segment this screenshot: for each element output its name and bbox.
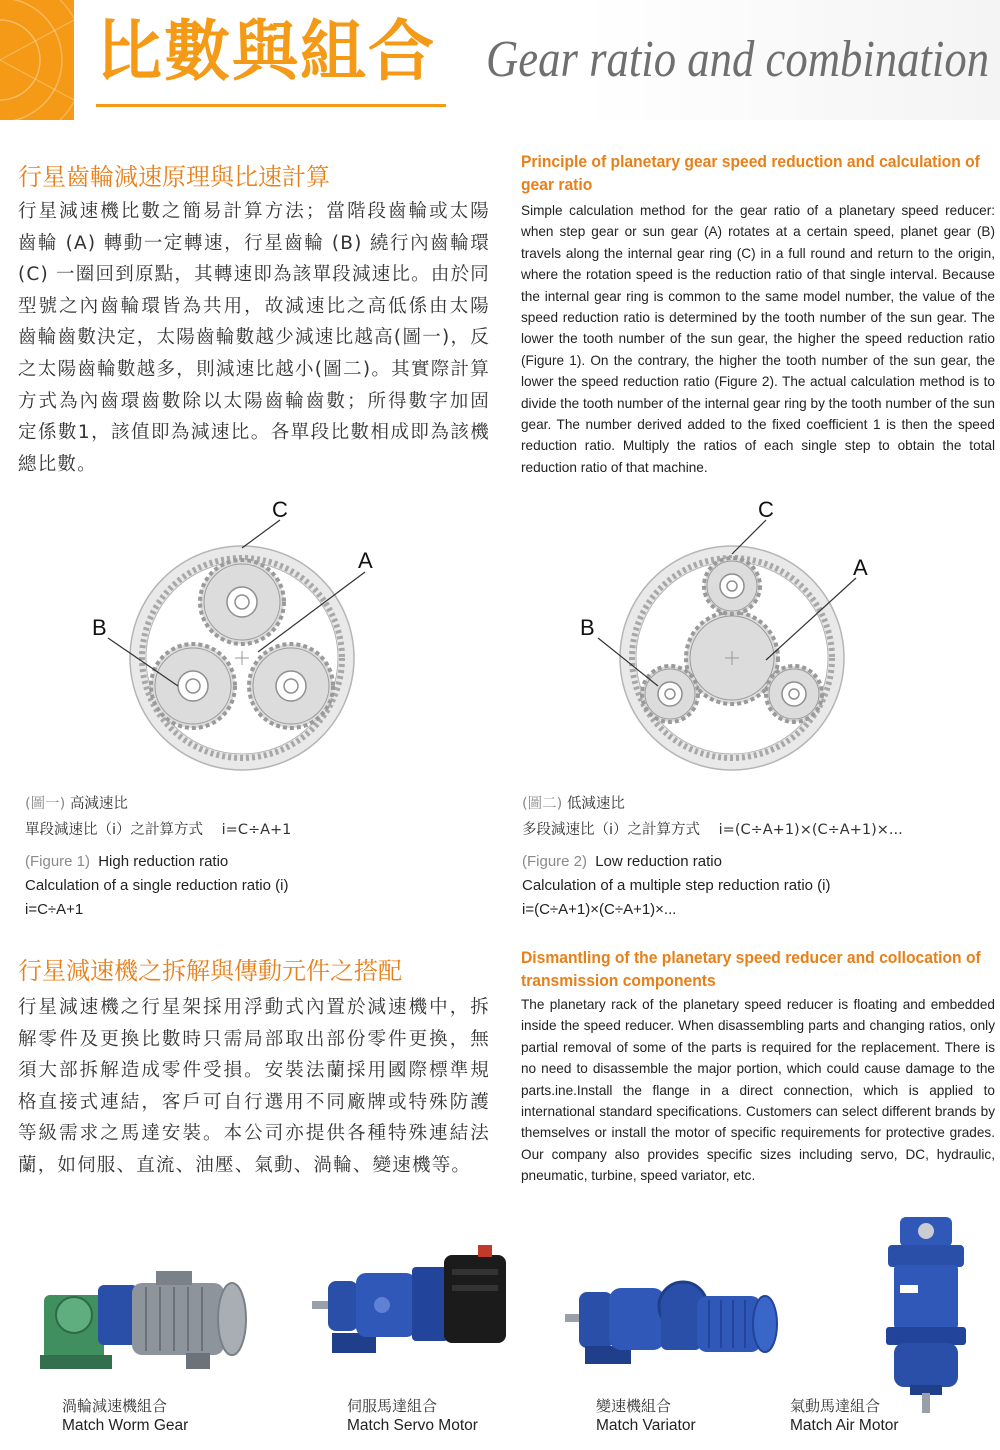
page-title-en: Gear ratio and combination	[486, 31, 990, 88]
planetary-gear-high-ratio-icon	[80, 490, 400, 780]
servo-motor-icon	[312, 1245, 507, 1380]
figure2-formula-en: i=(C÷A+1)×(C÷A+1)×...	[522, 901, 677, 918]
product-label-zh-air: 氣動馬達組合	[790, 1397, 881, 1415]
figure2-label-a: A	[853, 555, 868, 580]
section1-heading-en: Principle of planetary gear speed reduction and calculation of gear ratio	[521, 152, 980, 194]
variator-motor-icon	[565, 1262, 780, 1377]
figure1-formula-label: 單段減速比（i）之計算方式	[25, 822, 204, 838]
product-label-zh-servo: 伺服馬達組合	[347, 1397, 438, 1415]
product-label-en-air: Match Air Motor	[790, 1417, 899, 1434]
figure2-formula: i=(C÷A+1)×(C÷A+1)×...	[718, 822, 903, 838]
figure2-label-c: C	[758, 497, 774, 522]
figure2-caption-title: 低減速比	[566, 796, 625, 812]
product-label-en-variator: Match Variator	[596, 1417, 696, 1434]
figure1-caption-number-en: (Figure 1)	[25, 853, 91, 870]
figure1-label-c: C	[272, 497, 288, 522]
product-air-motor-image	[880, 1215, 972, 1415]
figure1-calc-en: Calculation of a single reduction ratio (i)	[25, 877, 289, 894]
figure1-formula-en: i=C÷A+1	[25, 901, 84, 918]
figure2-formula-zh	[522, 818, 903, 842]
figure2-calc-en: Calculation of a multiple step reduction ratio (i)	[522, 877, 831, 894]
figure2-formula-label: 多段減速比（i）之計算方式	[522, 822, 701, 838]
section1-body-zh: 行星減速機比數之簡易計算方法；當階段齒輪或太陽齒輪 (A) 轉動一定轉速，行星齒輪 (B) 繞行內齒輪環 (C) 一圈回到原點，其轉速即為該單段減速比。由於同型號之內齒輪環皆為共用，故減速比之高低係由太陽齒輪齒數決定，太陽齒輪數越少減速比越高(圖一)，反之太陽齒輪數越多，則減速比越小(圖二)。其實際計算方式為內齒環齒數除以太陽齒輪齒數；所得數字加固定係數1，該值即為減速比。各單段比數相成即為該機總比數。	[18, 201, 490, 475]
product-label-en-servo: Match Servo Motor	[347, 1417, 478, 1434]
header-corner-graphic	[0, 0, 74, 120]
corner-arcs-icon	[0, 0, 74, 120]
section1-body-en: Simple calculation method for the gear ratio of a planetary speed reducer: when step gear or sun gear (A) rotates at a certain speed, planet gear (B) travels along the internal gear ring (C) in a full round and return to the origin, where the rotation speed is the reduction ratio of that single interval. Because the internal gear ring is common to the same model number, the value of the speed reduction ratio is determined by the tooth number of the sun gear. The lower the tooth number of the sun gear, the higher the speed reduction ratio (Figure 1). On the contrary, the higher the tooth number of the sun gear, the lower the speed reduction ratio (Figure 2). The actual calculation method is to divide the tooth number of the internal gear ring by the tooth number of the sun gear. The number derived added to the fixed coefficient 1 is then the speed reduction ratio. Multiply the ratios of each single step to obtain the total reduction ratio of that machine.	[521, 203, 995, 475]
product-servo-motor-image	[312, 1245, 507, 1380]
section2-heading-zh: 行星減速機之拆解與傳動元件之搭配	[18, 957, 402, 985]
title-underline	[96, 104, 446, 107]
figure1-caption-number: (圖一)	[25, 796, 66, 812]
product-label-zh-worm: 渦輪減速機組合	[62, 1397, 168, 1415]
air-motor-icon	[880, 1215, 972, 1415]
figure1-formula: i=C÷A+1	[221, 822, 292, 838]
figure2-diagram	[570, 490, 890, 780]
figure2-caption-title-en: Low reduction ratio	[595, 853, 722, 870]
product-label-en-worm: Match Worm Gear	[62, 1417, 189, 1434]
figure2-caption-number: (圖二)	[522, 796, 563, 812]
figure2-caption-en	[522, 850, 722, 874]
section2-body-zh: 行星減速機之行星架採用浮動式內置於減速機中，拆解零件及更換比數時只需局部取出部份零件更換，無須大部拆解造成零件受損。安裝法蘭採用國際標準規格直接式連結，客戶可自行選用不同廠牌或特殊防護等級需求之馬達安裝。本公司亦提供各種特殊連結法蘭，如伺服、直流、油壓、氣動、渦輪、變速機等。	[18, 997, 490, 1176]
figure2-label-b: B	[580, 615, 595, 640]
section1-heading-zh: 行星齒輪減速原理與比速計算	[18, 163, 330, 191]
product-label-zh-variator: 變速機組合	[596, 1397, 672, 1415]
figure1-formula-zh	[25, 818, 291, 842]
section2-heading-en: Dismantling of the planetary speed reducer and collocation of transmission components	[521, 948, 981, 990]
figure2-caption-zh	[522, 792, 625, 816]
figure1-caption-en	[25, 850, 228, 874]
figure1-diagram	[80, 490, 400, 780]
worm-gear-motor-icon	[36, 1255, 251, 1395]
section2-body-en: The planetary rack of the planetary speed reducer is floating and embedded inside the speed reducer. When disassembling parts and changing ratios, only partial removal of some of the parts is required for the replacement. There is no need to disassemble the major portion, which could cause damage to the parts.ine.Install the flange in a direct connection, which is applied to international standard specifications. Customers can select different brands by themselves or install the motor of specific requirements for protective grades. Our company also provides specific sizes including servo, DC, hydraulic, pneumatic, turbine, speed variator, etc.	[521, 997, 995, 1184]
page-title-zh: 比數與組合	[96, 13, 436, 90]
planetary-gear-low-ratio-icon	[570, 490, 890, 780]
figure2-caption-number-en: (Figure 2)	[522, 853, 588, 870]
figure1-label-b: B	[92, 615, 107, 640]
figure1-caption-title-en: High reduction ratio	[98, 853, 229, 870]
figure1-caption-title: 高減速比	[69, 796, 128, 812]
product-variator-image	[565, 1262, 780, 1377]
product-worm-gear-image	[36, 1255, 251, 1395]
figure1-caption-zh	[25, 792, 128, 816]
figure1-label-a: A	[358, 548, 373, 573]
